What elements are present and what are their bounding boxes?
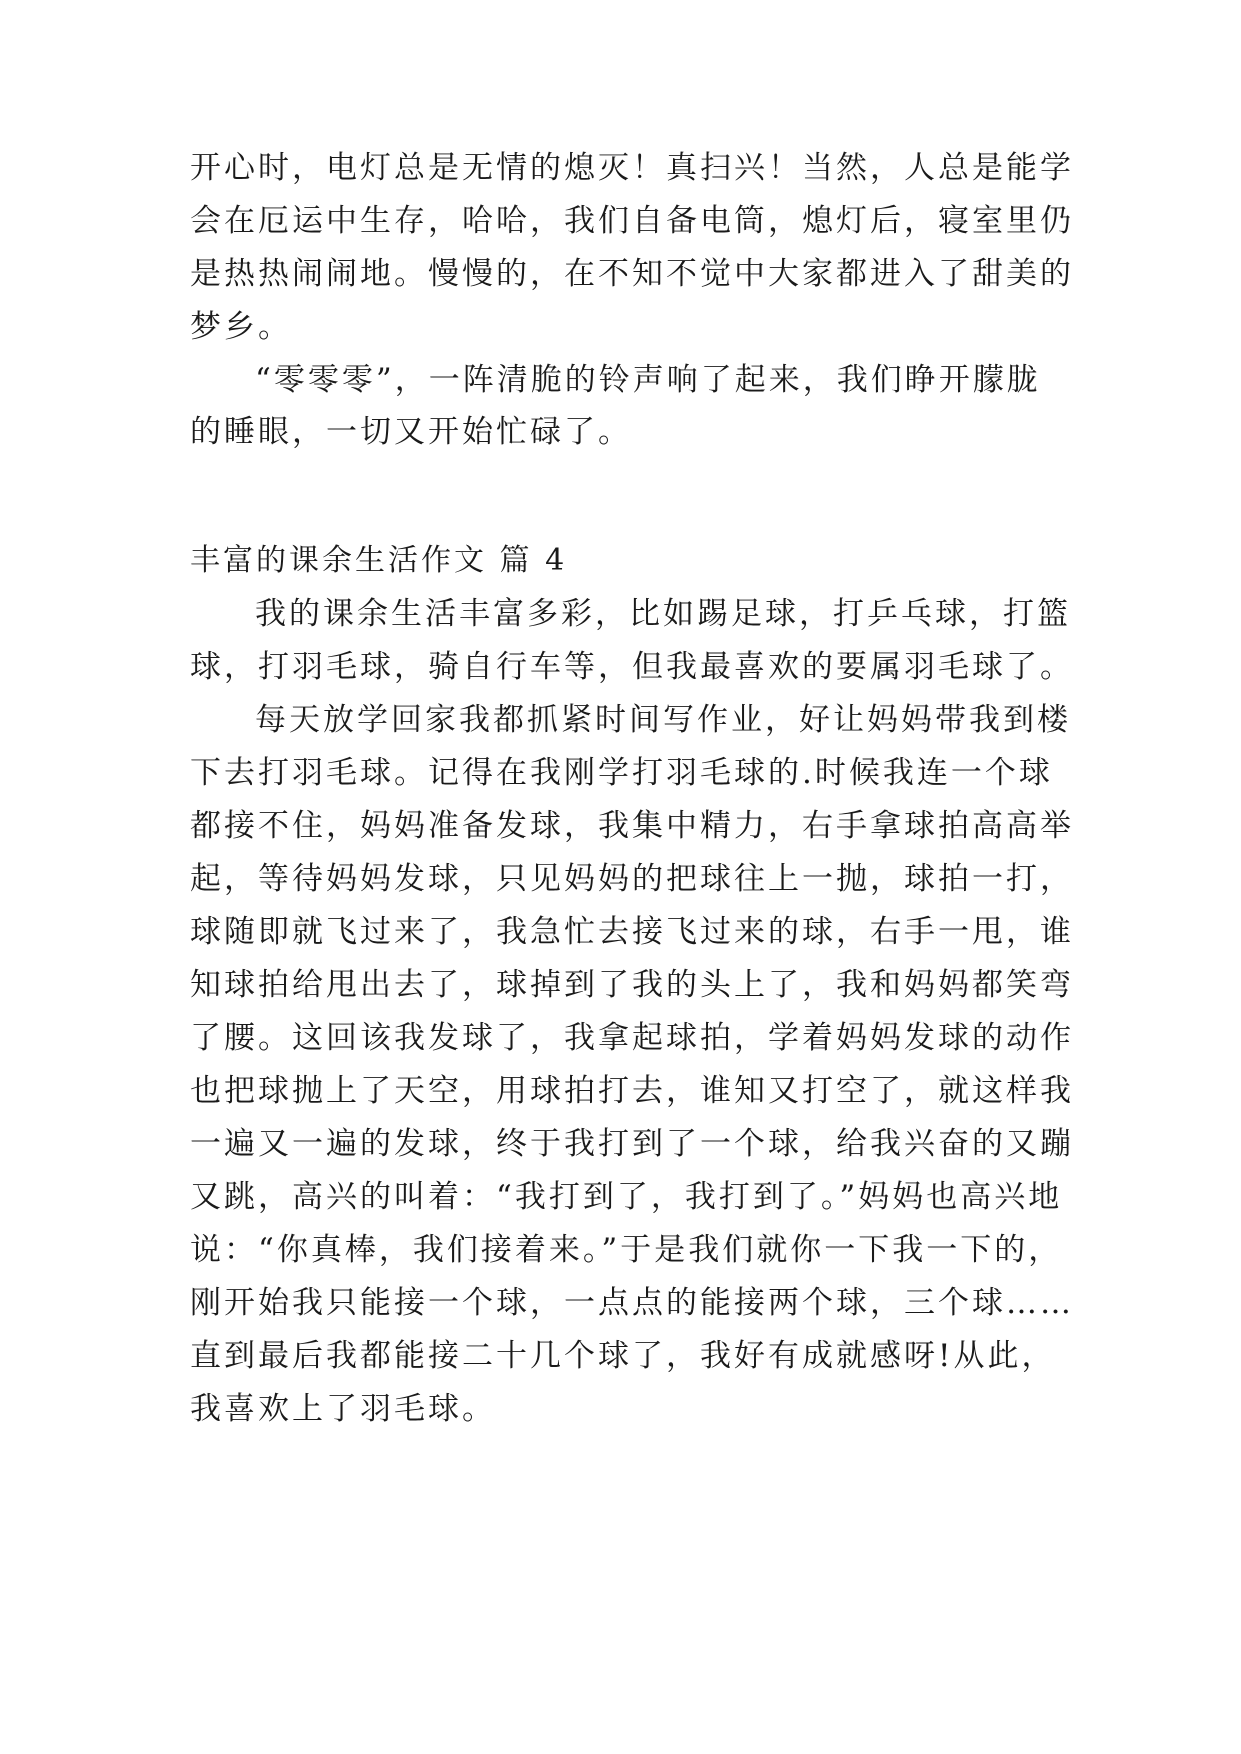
text-line: 直到最后我都能接二十几个球了，我好有成就感呀!从此， [190,1338,1056,1374]
text-line: 知球拍给甩出去了，球掉到了我的头上了，我和妈妈都笑弯 [190,967,1074,1003]
section-heading: 丰富的课余生活作文 篇 4 [190,543,568,578]
text-line: 会在厄运中生存，哈哈，我们自备电筒，熄灯后，寝室里仍 [190,203,1074,239]
text-line: “零零零”，一阵清脆的铃声响了起来，我们睁开朦胧 [255,362,1041,398]
text-line: 我喜欢上了羽毛球。 [190,1391,496,1427]
text-line: 球，打羽毛球，骑自行车等，但我最喜欢的要属羽毛球了。 [190,649,1074,685]
text-line: 都接不住，妈妈准备发球，我集中精力，右手拿球拍高高举 [190,808,1074,844]
text-line: 开心时，电灯总是无情的熄灭！真扫兴！当然，人总是能学 [190,150,1074,186]
text-line: 每天放学回家我都抓紧时间写作业，好让妈妈带我到楼 [255,702,1071,738]
text-line: 说：“你真棒，我们接着来。”于是我们就你一下我一下的， [190,1232,1063,1268]
text-line: 我的课余生活丰富多彩，比如踢足球，打乒乓球，打篮 [255,596,1071,632]
text-line: 梦乡。 [190,309,292,345]
text-line: 刚开始我只能接一个球，一点点的能接两个球，三个球…… [190,1285,1074,1321]
text-line: 了腰。这回该我发球了，我拿起球拍，学着妈妈发球的动作 [190,1020,1074,1056]
text-line: 也把球抛上了天空，用球拍打去，谁知又打空了，就这样我 [190,1073,1074,1109]
text-line: 球随即就飞过来了，我急忙去接飞过来的球，右手一甩，谁 [190,914,1074,950]
text-line: 是热热闹闹地。慢慢的，在不知不觉中大家都进入了甜美的 [190,256,1074,292]
text-line: 起，等待妈妈发球，只见妈妈的把球往上一抛，球拍一打， [190,861,1074,897]
text-line: 下去打羽毛球。记得在我刚学打羽毛球的.时候我连一个球 [190,755,1053,791]
text-line: 又跳，高兴的叫着：“我打到了，我打到了。”妈妈也高兴地 [190,1179,1063,1215]
text-line: 的睡眼，一切又开始忙碌了。 [190,414,632,450]
text-line: 一遍又一遍的发球，终于我打到了一个球，给我兴奋的又蹦 [190,1126,1074,1162]
